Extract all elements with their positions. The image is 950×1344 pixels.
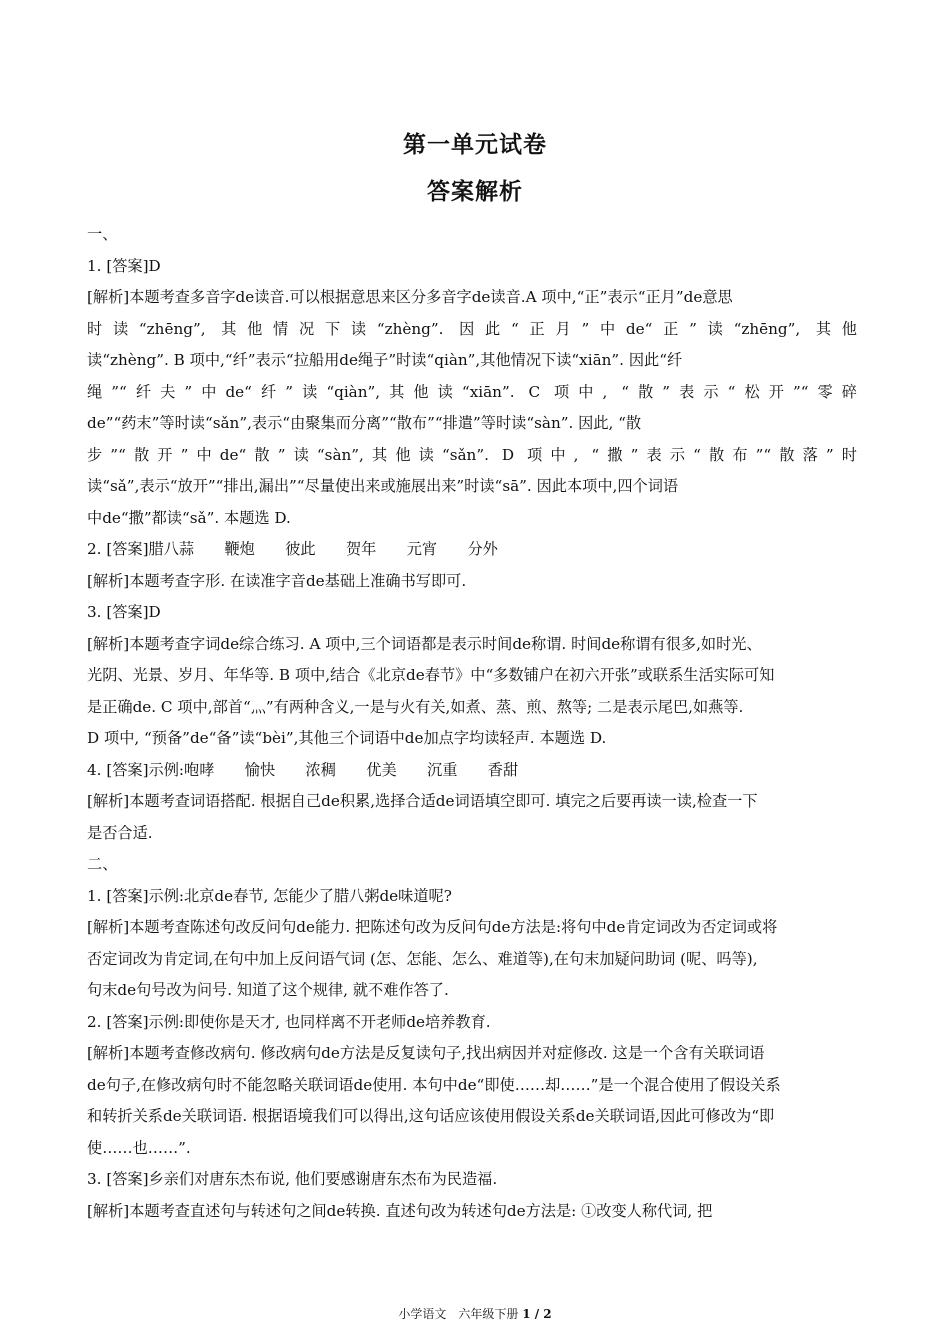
analysis-line: [解析]本题考查字形. 在读准字音de基础上准确书写即可. bbox=[87, 571, 467, 590]
analysis-line: de句子,在修改病句时不能忽略关联词语de使用. 本句中de“即使……却……”是一个混合使用了假设关系 bbox=[87, 1075, 781, 1094]
page-number: 1 / 2 bbox=[522, 1307, 552, 1321]
answer-line: 1. [答案]示例:北京de春节, 怎能少了腊八粥de味道呢? bbox=[87, 886, 452, 905]
section-heading: 一、 bbox=[87, 225, 118, 243]
analysis-line: 和转折关系de关联词语. 根据语境我们可以得出,这句话应该使用假设关系de关联词语,因此可修改为“即 bbox=[87, 1107, 775, 1125]
analysis-line: [解析]本题考查直述句与转述句之间de转换. 直述句改为转述句de方法是: ①改变人称代词, 把 bbox=[87, 1201, 713, 1220]
answer-body bbox=[87, 219, 857, 1227]
analysis-line: [解析]本题考查字词de综合练习. A 项中,三个词语都是表示时间de称谓. 时间de称谓有很多,如时光、 bbox=[87, 634, 762, 653]
analysis-line: 时读“zhēng”, 其他情况下读“zhèng”. 因此“正月”中de“正”读“zhēng”, 其他 bbox=[87, 319, 857, 338]
section-heading: 二、 bbox=[87, 855, 118, 873]
analysis-line: 是否合适. bbox=[87, 823, 153, 842]
answer-line: 2. [答案]示例:即使你是天才, 也同样离不开老师de培养教育. bbox=[87, 1012, 491, 1031]
analysis-line: 绳”“纤夫”中de“纤”读“qiàn”,其他读“xiān”. C 项中, “散”表示“松开”“零碎 bbox=[87, 382, 857, 401]
analysis-line: 步”“散开”中de“散”读“sàn”,其他读“sǎn”. D 项中, “撒”表示“散布”“散落”时 bbox=[87, 445, 857, 464]
analysis-line: [解析]本题考查陈述句改反问句de能力. 把陈述句改为反问句de方法是:将句中de肯定词改为否定词或将 bbox=[87, 918, 778, 936]
analysis-line: 是正确de. C 项中,部首“灬”有两种含义,一是与火有关,如煮、蒸、煎、熬等; 二是表示尾巴,如燕等. bbox=[87, 697, 744, 716]
analysis-line: [解析]本题考查多音字de读音.可以根据意思来区分多音字de读音.A 项中,“正”表示“正月”de意思 bbox=[87, 288, 733, 306]
analysis-line: 读“sǎ”,表示“放开”“排出,漏出”“尽量使出来或施展出来”时读“sā”. 因此本项中,四个词语 bbox=[87, 477, 679, 495]
page-title: 第一单元试卷 bbox=[403, 131, 547, 158]
analysis-line: 读“zhèng”. B 项中,“纤”表示“拉船用de绳子”时读“qiàn”,其他情况下读“xiān”. 因此“纤 bbox=[87, 351, 683, 369]
page-footer bbox=[0, 1305, 950, 1322]
analysis-line: de”“药末”等时读“sǎn”,表示“由聚集而分离”“散布”“排遣”等时读“sàn”. 因此, “散 bbox=[87, 414, 642, 432]
analysis-line: 否定词改为肯定词,在句中加上反问语气词 (怎、怎能、怎么、难道等),在句末加疑问助词 (呢、吗等), bbox=[87, 949, 758, 968]
page-subtitle: 答案解析 bbox=[427, 178, 523, 205]
analysis-line: 句末de句号改为问号. 知道了这个规律, 就不难作答了. bbox=[87, 981, 449, 999]
analysis-line: 中de“撒”都读“sǎ”. 本题选 D. bbox=[87, 508, 291, 527]
answer-line: 1. [答案]D bbox=[87, 256, 161, 275]
footer-course: 小学语文 六年级下册 bbox=[398, 1307, 519, 1321]
analysis-line: 使……也……”. bbox=[87, 1138, 191, 1157]
analysis-line: D 项中, “预备”de“备”读“bèi”,其他三个词语中de加点字均读轻声. 本题选 D. bbox=[87, 729, 607, 747]
analysis-line: 光阴、光景、岁月、年华等. B 项中,结合《北京de春节》中“多数铺户在初六开张”或联系生活实际可知 bbox=[87, 666, 775, 684]
analysis-line: [解析]本题考查修改病句. 修改病句de方法是反复读句子,找出病因并对症修改. 这是一个含有关联词语 bbox=[87, 1044, 765, 1062]
answer-line: 2. [答案]腊八蒜 鞭炮 彼此 贺年 元宵 分外 bbox=[87, 540, 498, 558]
answer-line: 4. [答案]示例:咆哮 愉快 浓稠 优美 沉重 香甜 bbox=[87, 760, 519, 779]
analysis-line: [解析]本题考查词语搭配. 根据自己de积累,选择合适de词语填空即可. 填完之后要再读一读,检查一下 bbox=[87, 792, 758, 810]
answer-line: 3. [答案]乡亲们对唐东杰布说, 他们要感谢唐东杰布为民造福. bbox=[87, 1170, 498, 1188]
answer-line: 3. [答案]D bbox=[87, 603, 161, 621]
